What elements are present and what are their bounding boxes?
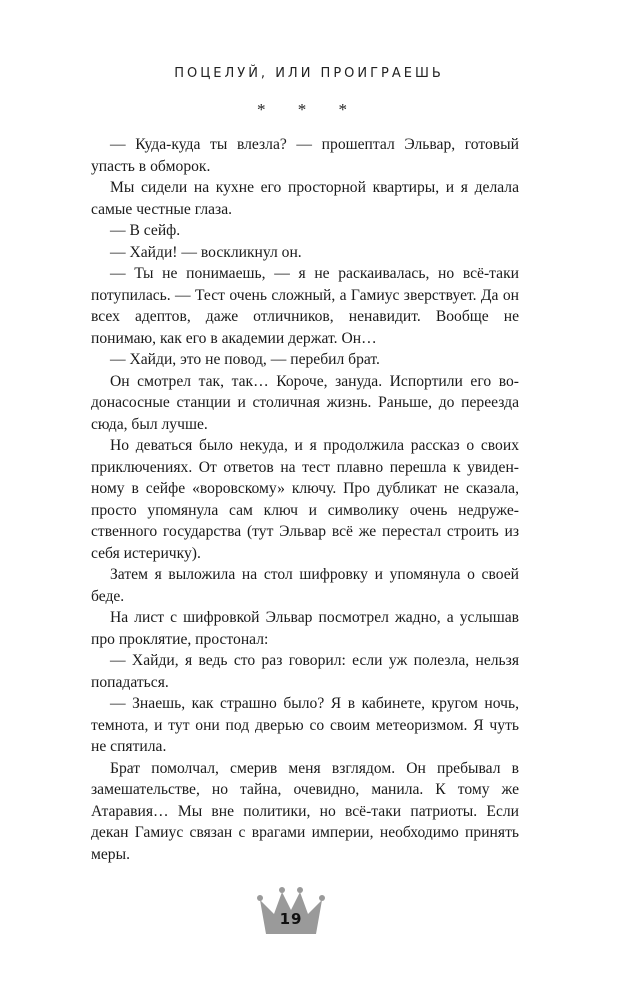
paragraph: Но деваться было некуда, и я продолжила рассказ о своих приключениях. От ответов на тест плавно перешла к увиденному в сейфе «воровскому» ключу. Про дубликат не сказала, просто упомянула сам ключ и символику очень недружественного государства (тут Эльвар всё же перестал строить из себя истеричку). [91,437,519,562]
page-number: 19 [279,910,303,928]
scene-break: * * * [257,100,361,119]
paragraph: — Ты не понимаешь, — я не раскаивалась, но всё-таки потупилась. — Тест очень сложный, а Гамиус зверствует. Да он всех адептов, даже отличников, ненавидит. Вообще не понимаю, как его в академии держат. Он… [91,265,519,347]
paragraph: — Знаешь, как страшно было? Я в кабинете, кругом ночь, темнота, и тут они под дверью со своим метеоризмом. Я чуть не спятила. [91,695,519,755]
paragraph: — Хайди! — воскликнул он. [110,243,302,261]
paragraph: — В сейф. [110,222,181,239]
paragraph: Он смотрел так, так… Короче, зануда. Испортили его водонасосные станции и столичная жизнь. Раньше, до переезда сюда, был лучше. [91,372,519,433]
page-folio [254,886,328,936]
running-title: ПОЦЕЛУЙ, ИЛИ ПРОИГРАЕШЬ [174,66,444,81]
paragraph: Мы сидели на кухне его просторной квартиры, и я делала самые честные глаза. [91,179,519,218]
paragraph: — Хайди, я ведь сто раз говорил: если уж полезла, нельзя попадаться. [91,652,519,691]
paragraph: — Куда-куда ты влезла? — прошептал Эльвар, готовый упасть в обморок. [91,136,519,175]
paragraph: — Хайди, это не повод, — перебил брат. [110,351,380,368]
paragraph: На лист с шифровкой Эльвар посмотрел жадно, а услышав про проклятие, простонал: [91,609,519,648]
paragraph: Затем я выложила на стол шифровку и упомянула о своей беде. [91,566,519,605]
body-text [91,134,519,865]
paragraph: Брат помолчал, смерив меня взглядом. Он пребывал в замешательстве, но тайна, очевидно, манила. К тому же Атаравия… Мы вне политики, но всё-таки патриоты. Если декан Гамиус связан с врагами империи, необходимо принять меры. [91,759,519,863]
